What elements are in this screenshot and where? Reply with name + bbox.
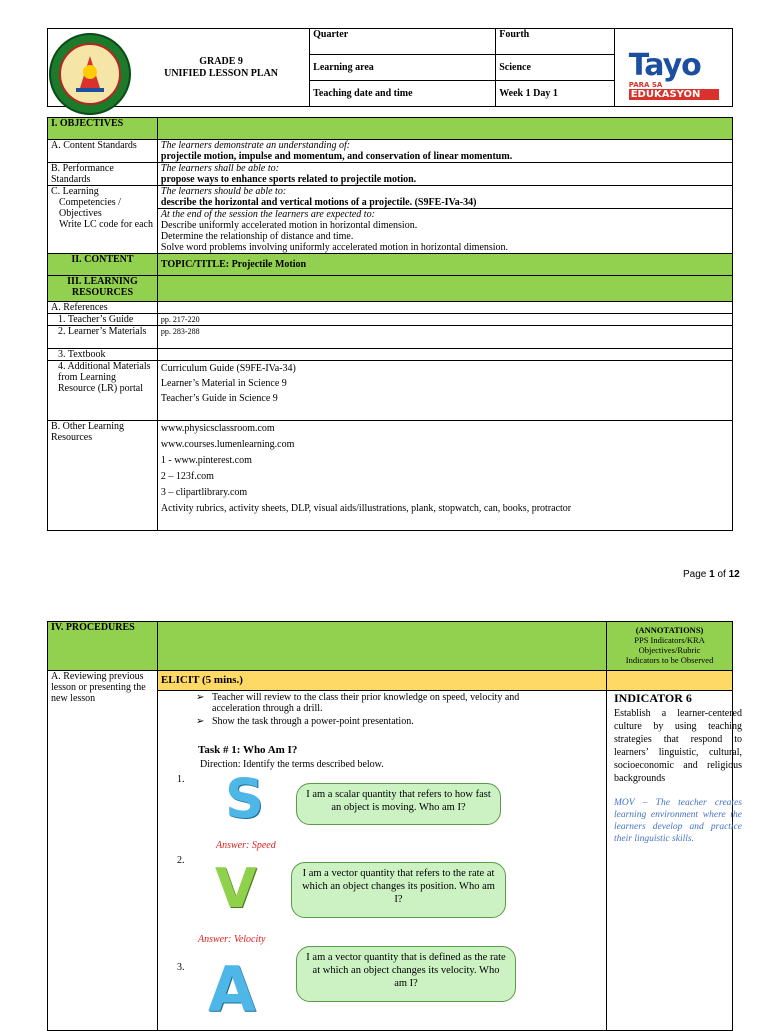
- area-value: Science: [496, 55, 614, 81]
- content-standards-label: A. Content Standards: [48, 140, 158, 163]
- date-value: Week 1 Day 1: [496, 81, 614, 107]
- plan-title: UNIFIED LESSON PLAN: [164, 67, 279, 79]
- session-intro: At the end of the session the learners are expected to:: [160, 209, 375, 220]
- other-4: 2 – 123f.com: [160, 471, 214, 482]
- other-6: Activity rubrics, activity sheets, DLP, visual aids/illustrations, plank, stopwatch, can, books, protractor: [160, 503, 572, 514]
- indicator-title: INDICATOR 6: [614, 691, 692, 705]
- annotation-content: [614, 691, 742, 845]
- date-label: Teaching date and time: [310, 81, 496, 107]
- content-intro: The learners demonstrate an understanding of:: [160, 140, 351, 151]
- procedures-heading: IV. PROCEDURES: [48, 622, 158, 671]
- item-1-bubble: I am a scalar quantity that refers to how fast an object is moving. Who am I?: [296, 783, 501, 825]
- item-2-number: 2.: [177, 855, 185, 866]
- learners-materials-pages: pp. 283-288: [157, 326, 732, 349]
- teachers-guide-pages: pp. 217-220: [157, 314, 732, 326]
- direction-text: Direction: Identify the terms described below.: [200, 759, 384, 770]
- session-objective-3: Solve word problems involving uniformly accelerated motion in horizontal dimension.: [160, 242, 509, 253]
- mov-text: MOV – The teacher creates learning environment where the learners develop and practice their linguistic skills.: [614, 798, 742, 844]
- letter-v-mascot-icon: V: [215, 857, 257, 920]
- letter-a-mascot-icon: A: [208, 953, 256, 1026]
- item-1-number: 1.: [177, 774, 185, 785]
- objectives-heading: I. OBJECTIVES: [48, 118, 158, 140]
- area-label: Learning area: [310, 55, 496, 81]
- additional-1: Curriculum Guide (S9FE-IVa-34): [160, 363, 296, 374]
- quarter-value: Fourth: [496, 29, 614, 55]
- perf-text: propose ways to enhance sports related to projectile motion.: [160, 174, 417, 185]
- header-title-cell: [48, 29, 310, 107]
- other-1: www.physicsclassroom.com: [160, 423, 275, 434]
- elicit-heading: ELICIT (5 mins.): [157, 671, 606, 691]
- perf-intro: The learners shall be able to:: [160, 163, 279, 174]
- bullet-1: Teacher will review to the class their prior knowledge on speed, velocity and acceleration through a drill.: [212, 692, 520, 714]
- grade-title: GRADE 9: [199, 55, 243, 67]
- content-text: projectile motion, impulse and momentum, and conservation of linear momentum.: [160, 151, 513, 162]
- competencies-label: C. Learning Competencies / Objectives Write LC code for each: [48, 186, 158, 254]
- session-objective-2: Determine the relationship of distance and time.: [160, 231, 354, 242]
- task-title: Task # 1: Who Am I?: [198, 744, 298, 756]
- tayo-logo: Tayo PARA SA EDUKASYON: [629, 51, 719, 100]
- procedure-bullets: ➢ Teacher will review to the class their prior knowledge on speed, velocity and acceleration through a drill. ➢ Show the task through a power-point presentation.: [196, 692, 566, 727]
- session-objective-1: Describe uniformly accelerated motion in horizontal dimension.: [160, 220, 418, 231]
- item-1-answer: Answer: Speed: [216, 840, 276, 851]
- item-3-number: 3.: [177, 962, 185, 973]
- content-heading: II. CONTENT: [48, 254, 158, 276]
- annotations-heading: (ANNOTATIONS) PPS Indicators/KRA Objectives/Rubric Indicators to be Observed: [607, 622, 733, 671]
- additional-2: Learner’s Material in Science 9: [160, 378, 287, 389]
- letter-s-mascot-icon: S: [225, 767, 264, 830]
- other-resources-label: B. Other Learning Resources: [48, 421, 158, 531]
- references-label: A. References: [48, 302, 158, 314]
- other-2: www.courses.lumenlearning.com: [160, 439, 295, 450]
- item-2-bubble: I am a vector quantity that refers to the rate at which an object changes its position. Who am I?: [291, 862, 506, 918]
- comp-intro: The learners should be able to:: [160, 186, 287, 197]
- performance-standards-label: B. Performance Standards: [48, 163, 158, 186]
- header-table: [47, 28, 733, 107]
- additional-3: Teacher’s Guide in Science 9: [160, 393, 278, 404]
- additional-materials-label: 4. Additional Materials from Learning Resource (LR) portal: [48, 361, 158, 421]
- resources-heading: III. LEARNING RESOURCES: [48, 276, 158, 302]
- learners-materials-label: 2. Learner’s Materials: [48, 326, 158, 349]
- deped-seal-icon: [48, 32, 132, 116]
- review-label: A. Reviewing previous lesson or presenting the new lesson: [48, 671, 158, 1031]
- logo-cell: [614, 29, 732, 107]
- lesson-plan-table: [47, 117, 733, 531]
- topic-title: TOPIC/TITLE: Projectile Motion: [157, 254, 732, 276]
- page-number: Page 1 of 12: [683, 569, 740, 580]
- comp-text: describe the horizontal and vertical motions of a projectile. (S9FE-IVa-34): [160, 197, 477, 208]
- item-2-answer: Answer: Velocity: [198, 934, 266, 945]
- quarter-label: Quarter: [310, 29, 496, 55]
- other-3: 1 - www.pinterest.com: [160, 455, 252, 466]
- item-3-bubble: I am a vector quantity that is defined as the rate at which an object changes its velocity. Who am I?: [296, 946, 516, 1002]
- teachers-guide-label: 1. Teacher’s Guide: [48, 314, 158, 326]
- other-5: 3 – clipartlibrary.com: [160, 487, 248, 498]
- indicator-text: Establish a learner-centered culture by using teaching strategies that respond to learners’ linguistic, cultural, socioeconomic and religious backgrounds: [614, 708, 742, 784]
- textbook-label: 3. Textbook: [48, 349, 158, 361]
- bullet-2: Show the task through a power-point presentation.: [212, 716, 414, 727]
